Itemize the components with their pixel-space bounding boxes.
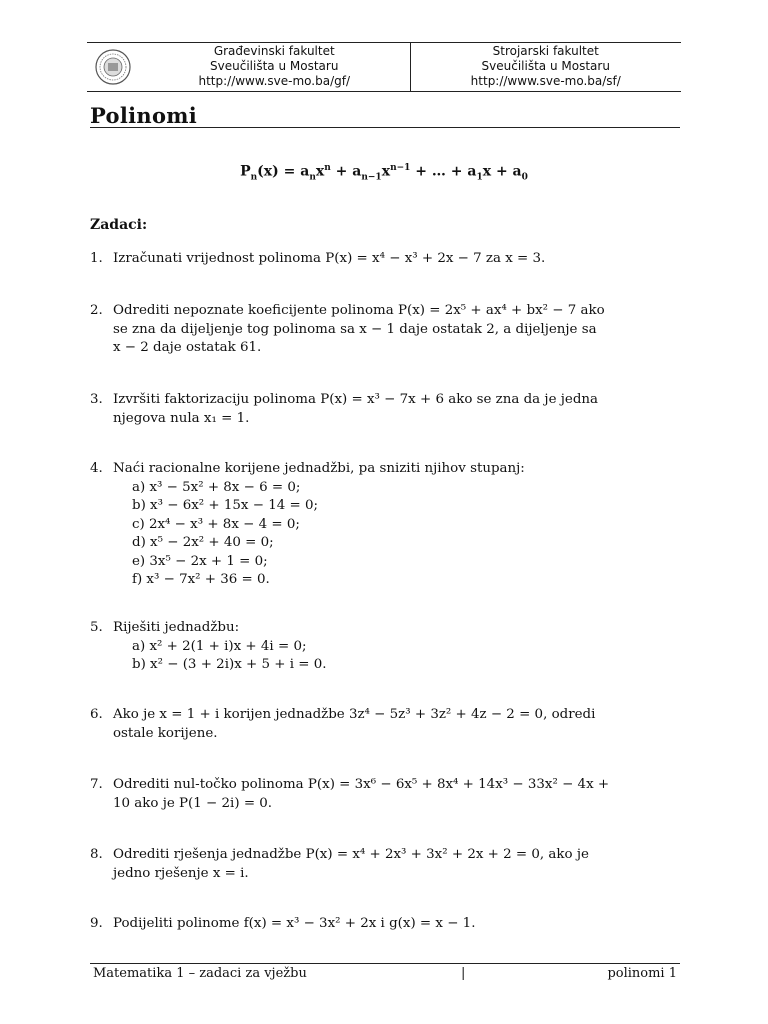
- task-number: 7.: [90, 777, 103, 792]
- task-number: 5.: [90, 620, 103, 635]
- footer-course: Matematika 1 – zadaci za vježbu: [93, 966, 307, 981]
- task-2: [90, 302, 690, 358]
- subtask-f: f) x³ − 7x² + 36 = 0.: [132, 572, 270, 587]
- header-table: [87, 42, 681, 92]
- task-5: [90, 619, 690, 675]
- task-6: [90, 706, 690, 743]
- task-3: [90, 391, 690, 428]
- task-text: Izračunati vrijednost polinoma P(x) = x⁴ − x³ + 2x − 7 za x = 3.: [113, 251, 546, 266]
- subtask-a: a) x² + 2(1 + i)x + 4i = 0;: [132, 638, 307, 654]
- task-text: Odrediti rješenja jednadžbe P(x) = x⁴ + 2x³ + 3x² + 2x + 2 = 0, ako je: [113, 847, 589, 862]
- subtask-b: b) x³ − 6x² + 15x − 14 = 0;: [132, 498, 319, 513]
- footer-divider: [90, 963, 680, 964]
- task-9: [90, 915, 690, 934]
- footer-separator: |: [461, 966, 466, 981]
- polynomial-formula: $P_n(x) = a_nx^n + a_{n-1}x^{n-1}$ + … + $a_1x + a_0$: [240, 163, 528, 183]
- task-text: Odrediti nepoznate koeficijente polinoma P(x) = 2x⁵ + ax⁴ + bx² − 7 ako: [113, 303, 605, 318]
- task-text: se zna da dijeljenje tog polinoma sa x − 1 daje ostatak 2, a dijeljenje sa: [113, 321, 597, 337]
- task-text: njegova nula x₁ = 1.: [113, 410, 250, 426]
- subtask-b: b) x² − (3 + 2i)x + 5 + i = 0.: [132, 657, 327, 672]
- faculty-name: Građevinski fakultet: [213, 44, 335, 58]
- task-number: 2.: [90, 303, 103, 318]
- task-7: [90, 776, 690, 813]
- header-right: [411, 43, 682, 91]
- faculty-name: Strojarski fakultet: [492, 44, 599, 58]
- task-number: 4.: [90, 461, 103, 476]
- task-text: Naći racionalne korijene jednadžbi, pa sniziti njihov stupanj:: [113, 461, 525, 476]
- task-text: x − 2 daje ostatak 61.: [113, 340, 262, 355]
- subtask-c: c) 2x⁴ − x³ + 8x − 4 = 0;: [132, 516, 300, 532]
- university-name: Sveučilišta u Mostaru: [481, 59, 610, 73]
- page-title: Polinomi: [90, 103, 198, 128]
- university-seal: [87, 43, 139, 91]
- subtask-d: d) x⁵ − 2x² + 40 = 0;: [132, 535, 274, 550]
- task-text: Ako je x = 1 + i korijen jednadžbe 3z⁴ − 5z³ + 3z² + 4z − 2 = 0, odredi: [113, 707, 596, 722]
- task-text: jedno rješenje x = i.: [113, 865, 249, 881]
- title-divider: [90, 127, 680, 128]
- task-text: Riješiti jednadžbu:: [113, 620, 240, 635]
- task-text: Podijeliti polinome f(x) = x³ − 3x² + 2x i g(x) = x − 1.: [113, 916, 476, 931]
- task-8: [90, 846, 690, 883]
- header-left: [139, 43, 411, 91]
- task-number: 6.: [90, 707, 103, 722]
- university-name: Sveučilišta u Mostaru: [210, 59, 339, 73]
- task-1: [90, 250, 690, 269]
- task-text: ostale korijene.: [113, 725, 218, 741]
- footer-page-label: polinomi 1: [607, 966, 677, 981]
- section-heading: Zadaci:: [90, 217, 148, 233]
- faculty-url[interactable]: http://www.sve-mo.ba/gf/: [198, 74, 351, 88]
- subtask-a: a) x³ − 5x² + 8x − 6 = 0;: [132, 479, 301, 495]
- task-text: Odrediti nul-točko polinoma P(x) = 3x⁶ − 6x⁵ + 8x⁴ + 14x³ − 33x² − 4x +: [113, 777, 610, 792]
- task-4: [90, 460, 690, 590]
- task-text: Izvršiti faktorizaciju polinoma P(x) = x³ − 7x + 6 ako se zna da je jedna: [113, 392, 599, 407]
- faculty-url[interactable]: http://www.sve-mo.ba/sf/: [470, 74, 621, 88]
- task-number: 1.: [90, 251, 103, 266]
- task-number: 3.: [90, 392, 103, 407]
- subtask-e: e) 3x⁵ − 2x + 1 = 0;: [132, 553, 268, 569]
- task-number: 8.: [90, 847, 103, 862]
- task-text: 10 ako je P(1 − 2i) = 0.: [113, 795, 273, 811]
- task-number: 9.: [90, 916, 103, 931]
- seal-icon: [94, 48, 132, 86]
